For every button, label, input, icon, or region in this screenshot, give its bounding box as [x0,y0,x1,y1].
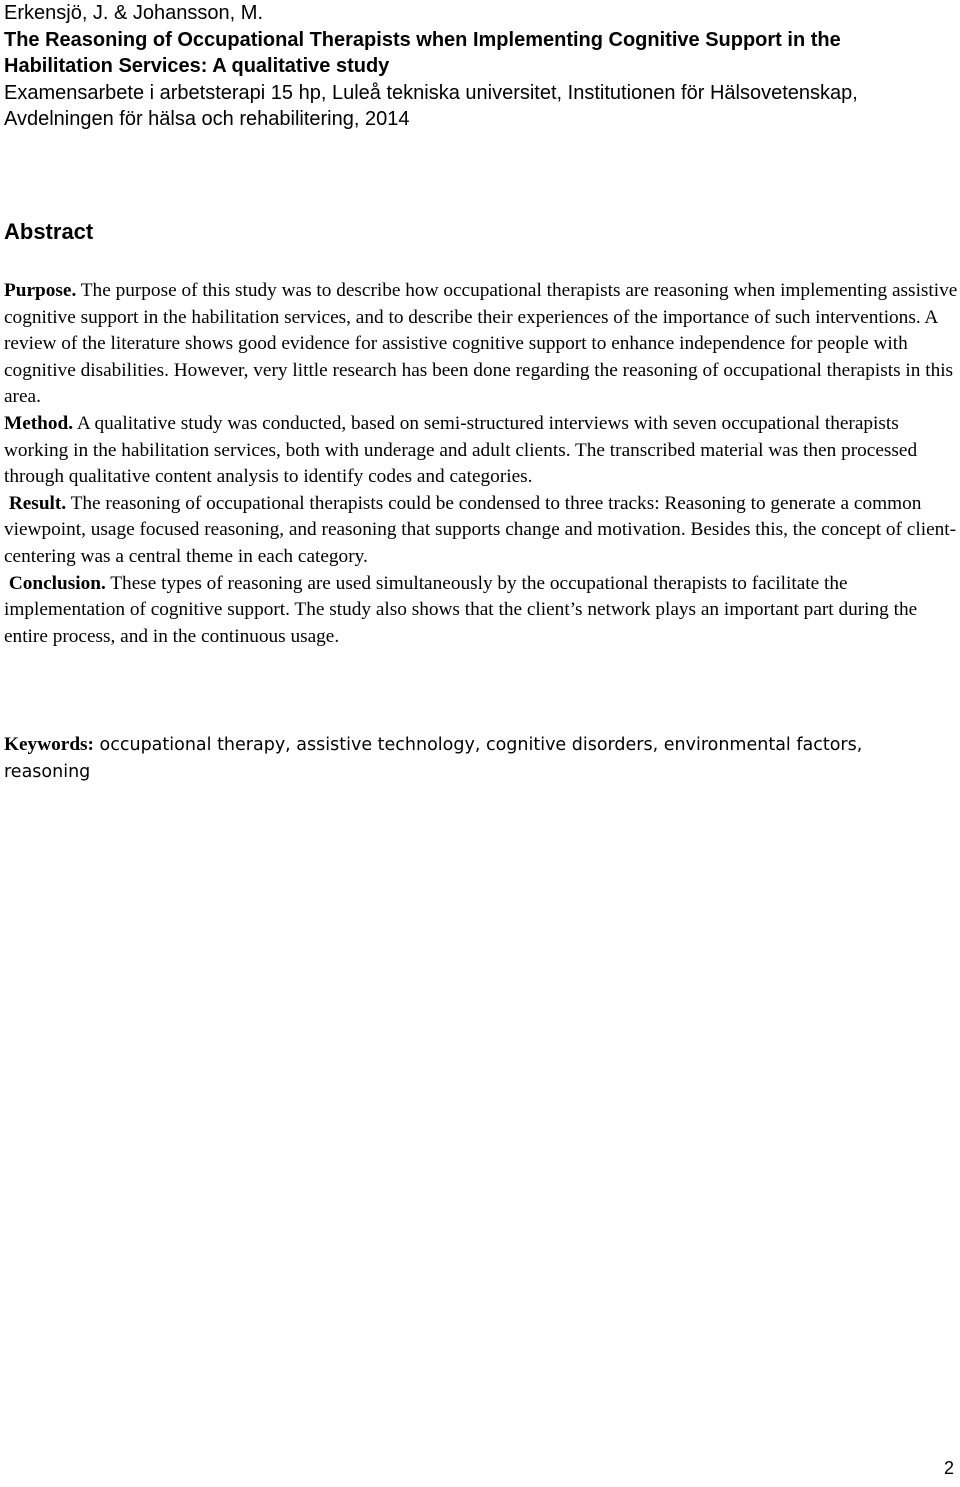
purpose-paragraph [4,278,959,411]
result-paragraph [4,491,959,571]
method-paragraph [4,411,959,491]
keywords-label: Keywords: [4,734,94,755]
conclusion-text: These types of reasoning are used simultaneously by the occupational therapists to facilitate the implementation of cognitive support. The study also shows that the client’s network plays an important part during the entire process, and in the continuous usage. [4,572,918,647]
conclusion-label: Conclusion. [8,572,106,594]
result-label: Result. [8,492,67,514]
page-number: 2 [943,1458,954,1478]
citation-header [4,0,954,133]
thesis-title: The Reasoning of Occupational Therapists when Implementing Cognitive Support in the Habilitation Services: A qualitative study [4,28,841,77]
keywords-list: occupational therapy, assistive technology, cognitive disorders, environmental factors, reasoning [4,735,863,782]
method-text: A qualitative study was conducted, based on semi-structured interviews with seven occupational therapists working in the habilitation services, both with underage and adult clients. The transcribed material was then processed through qualitative content analysis to identify codes and categories. [4,412,918,488]
purpose-text: The purpose of this study was to describe how occupational therapists are reasoning when implementing assistive cognitive support in the habilitation services, and to describe their experiences of the importance of such interventions. A review of the literature shows good evidence for assistive cognitive support to enhance independence for people with cognitive disabilities. However, very little research has been done regarding the reasoning of occupational therapists in this area. [4,280,958,408]
abstract-heading: Abstract [4,219,94,244]
result-text: The reasoning of occupational therapists could be condensed to three tracks: Reasoning to generate a common viewpoint, usage focused reasoning, and reasoning that supports change and motivation. Besides this, the concept of client-centering was a central theme in each category. [4,492,957,567]
conclusion-paragraph [4,571,959,651]
thesis-meta: Examensarbete i arbetsterapi 15 hp, Luleå tekniska universitet, Institutionen för Hälsovetenskap, Avdelningen för hälsa och rehabilitering, 2014 [4,81,858,130]
purpose-label: Purpose. [4,280,77,301]
authors: Erkensjö, J. & Johansson, M. [4,2,264,24]
abstract-body [4,278,959,650]
keywords [4,732,944,785]
method-label: Method. [4,412,74,434]
